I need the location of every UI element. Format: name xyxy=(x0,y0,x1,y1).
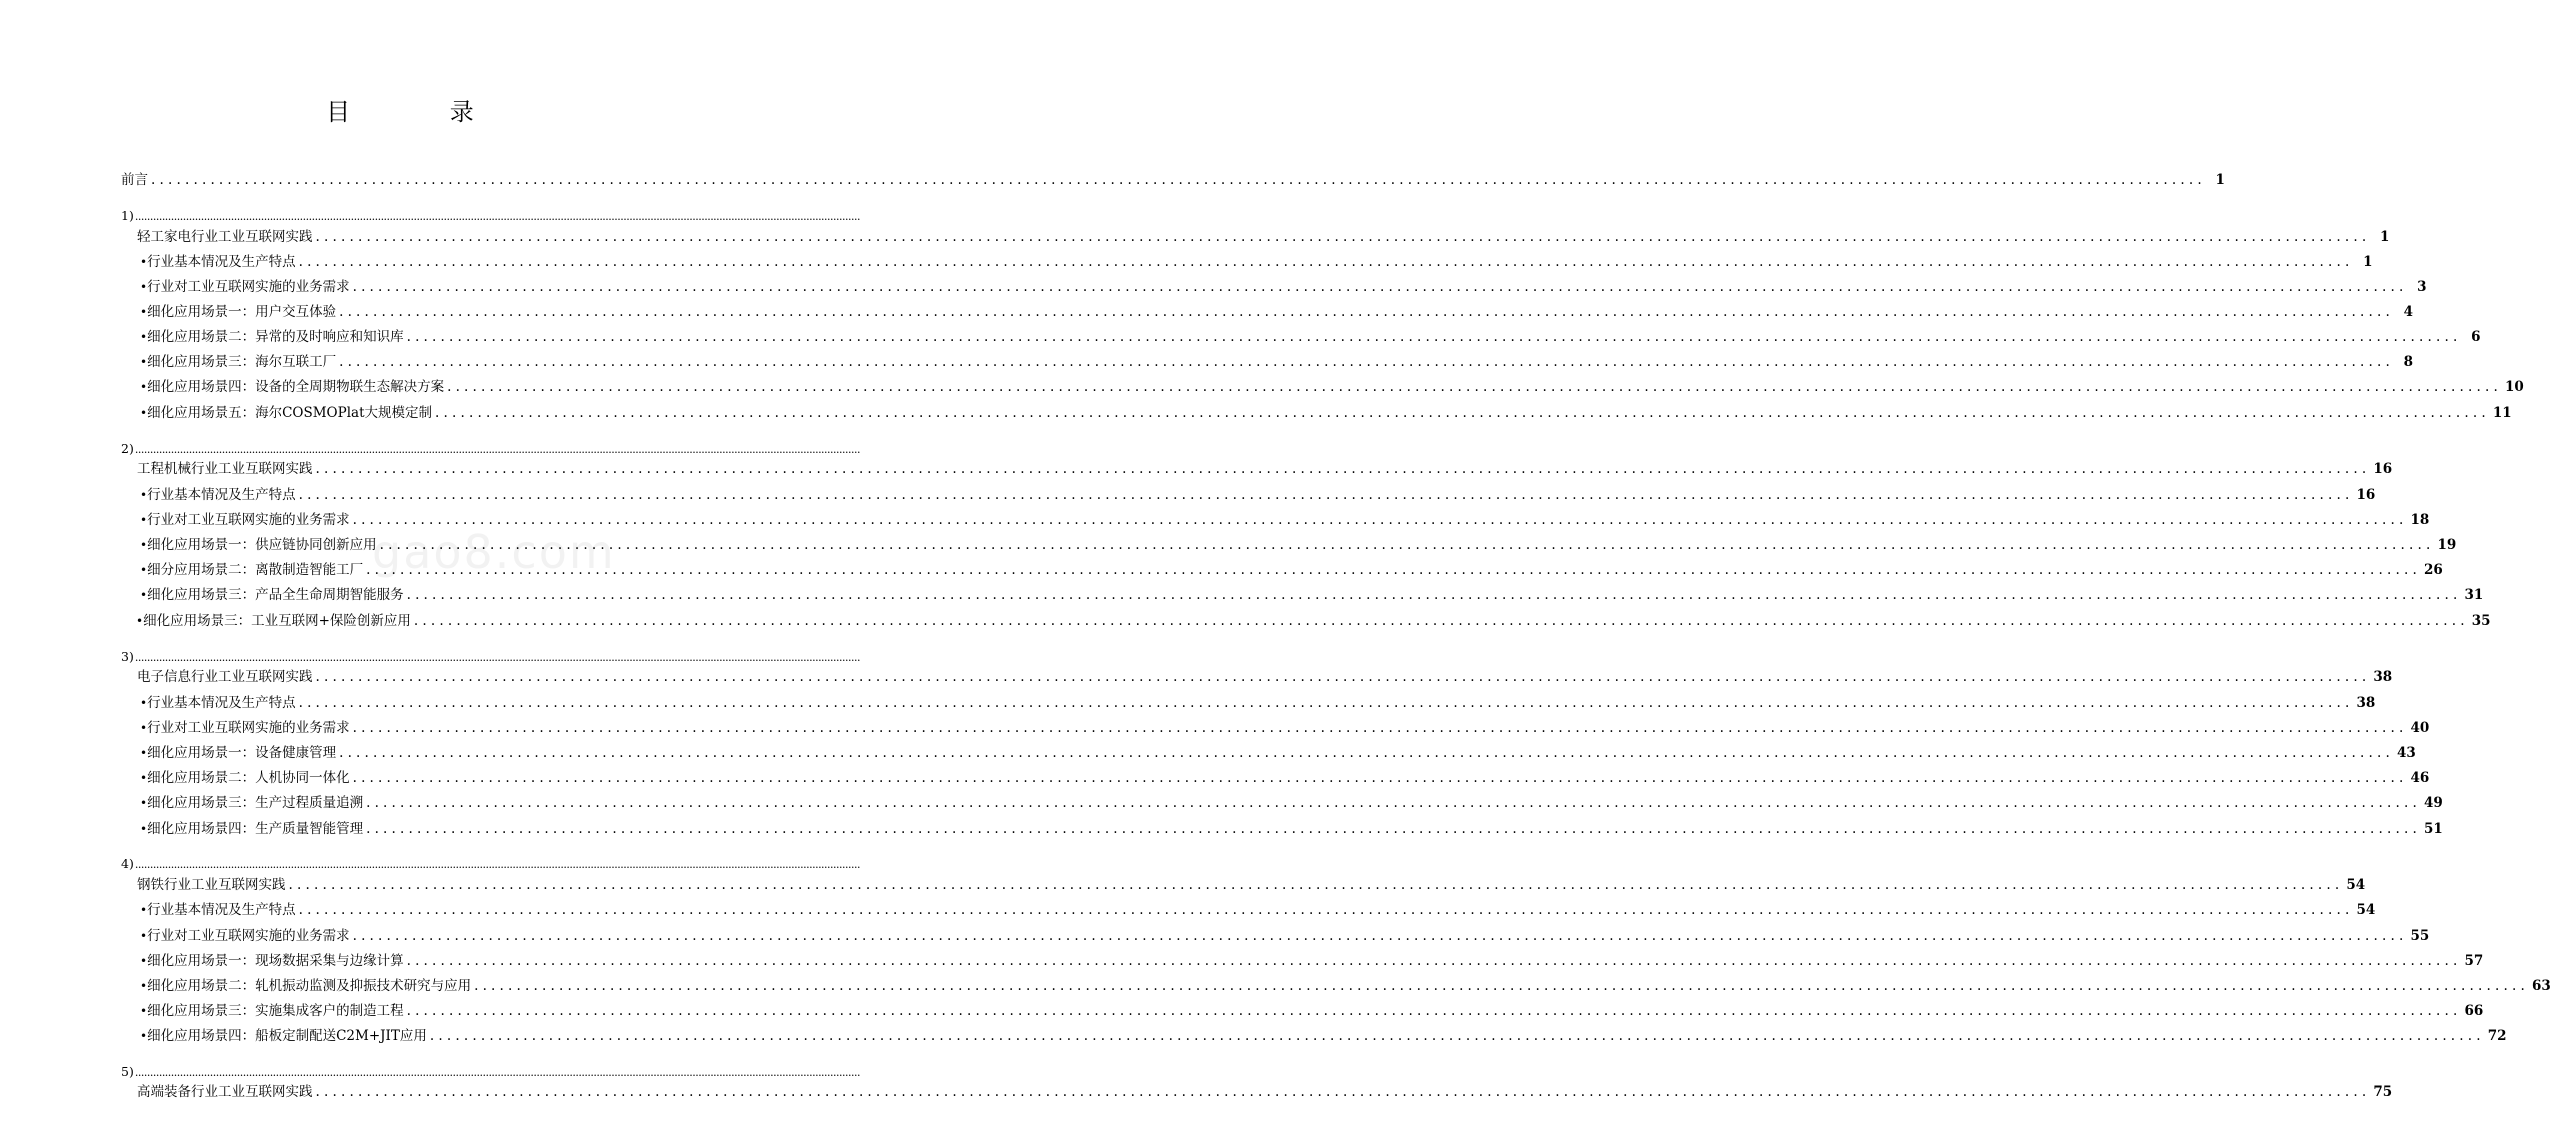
toc-entry-label: 钢铁行业工业互联网实践 xyxy=(137,877,286,893)
toc-entry-page: 43 xyxy=(2396,745,2416,761)
toc-entry-item[interactable] xyxy=(136,611,2491,631)
toc-entry-page: 26 xyxy=(2423,562,2443,578)
toc-entry-page: 1 xyxy=(2363,254,2373,270)
dot-leader: .................................................................................................................................................................................................................................................. xyxy=(315,461,2371,477)
toc-entry-label: 细化应用场景四：设备的全周期物联生态解决方案 xyxy=(147,379,445,395)
toc-entry-item[interactable] xyxy=(140,535,2457,555)
bullet-icon: • xyxy=(140,380,148,394)
toc-entry-page: 51 xyxy=(2423,821,2443,837)
bullet-icon: • xyxy=(140,406,148,420)
section-number-row xyxy=(121,649,861,665)
toc-entry-page: 35 xyxy=(2471,613,2491,629)
bullet-icon: • xyxy=(140,588,148,602)
toc-entry-page: 54 xyxy=(2356,902,2376,918)
toc-entry-item[interactable] xyxy=(140,560,2443,580)
dot-leader: .................................................................................................................................................................................................................................................. xyxy=(366,562,2421,578)
toc-entry-label: 电子信息行业工业互联网实践 xyxy=(137,669,313,685)
toc-entry-page: 31 xyxy=(2464,587,2484,603)
toc-entry-item[interactable] xyxy=(140,302,2413,322)
bullet-icon: • xyxy=(136,614,144,628)
toc-entry-preface[interactable] xyxy=(121,170,2225,190)
toc-entry-label: 细化应用场景三：海尔互联工厂 xyxy=(147,354,337,370)
section-number: 5) xyxy=(121,1064,134,1079)
toc-entry-item[interactable] xyxy=(140,277,2427,297)
bullet-icon: • xyxy=(140,1004,148,1018)
toc-entry-item[interactable] xyxy=(140,377,2524,397)
toc-entry-page: 1 xyxy=(2379,229,2390,245)
toc-entry-label: 行业基本情况及生产特点 xyxy=(147,902,296,918)
bullet-icon: • xyxy=(140,330,148,344)
dot-leader: .................................................................................................................................................................................................................................................. xyxy=(429,1028,2485,1044)
toc-entry-page: 6 xyxy=(2471,329,2481,345)
section-dot-leader: .................................................................................................................................................................................................................................................. xyxy=(134,858,861,871)
section-number-row xyxy=(121,856,861,872)
toc-entry-item[interactable] xyxy=(140,485,2376,505)
toc-entry-page: 46 xyxy=(2410,770,2430,786)
page-title: 目 录 xyxy=(326,98,520,126)
section-dot-leader: .................................................................................................................................................................................................................................................. xyxy=(134,210,861,223)
watermark: gao8.com xyxy=(372,525,616,579)
toc-entry-label: 细化应用场景四：生产质量智能管理 xyxy=(147,821,364,837)
toc-entry-label: 细化应用场景三：产品全生命周期智能服务 xyxy=(147,587,404,603)
dot-leader: .................................................................................................................................................................................................................................................. xyxy=(315,229,2371,245)
toc-entry-label: 行业对工业互联网实施的业务需求 xyxy=(147,928,350,944)
toc-entry-section-title[interactable] xyxy=(137,227,2390,247)
dot-leader: .................................................................................................................................................................................................................................................. xyxy=(366,795,2421,811)
toc-entry-label: 工程机械行业工业互联网实践 xyxy=(137,461,313,477)
toc-entry-page: 54 xyxy=(2346,877,2366,893)
dot-leader: .................................................................................................................................................................................................................................................. xyxy=(447,379,2502,395)
toc-entry-page: 3 xyxy=(2417,279,2427,295)
toc-entry-page: 16 xyxy=(2356,487,2376,503)
toc-entry-label: 行业基本情况及生产特点 xyxy=(147,487,296,503)
dot-leader: .................................................................................................................................................................................................................................................. xyxy=(352,928,2408,944)
toc-entry-item[interactable] xyxy=(140,951,2484,971)
toc-entry-item[interactable] xyxy=(140,793,2443,813)
toc-entry-item[interactable] xyxy=(140,819,2443,839)
bullet-icon: • xyxy=(140,746,148,760)
section-dot-leader: .................................................................................................................................................................................................................................................. xyxy=(134,443,861,456)
bullet-icon: • xyxy=(140,771,148,785)
toc-entry-item[interactable] xyxy=(140,510,2430,530)
section-dot-leader: .................................................................................................................................................................................................................................................. xyxy=(134,1066,861,1079)
dot-leader: .................................................................................................................................................................................................................................................. xyxy=(298,695,2354,711)
toc-entry-page: 16 xyxy=(2373,461,2393,477)
section-dot-leader: .................................................................................................................................................................................................................................................. xyxy=(134,651,861,664)
bullet-icon: • xyxy=(140,903,148,917)
toc-entry-page: 75 xyxy=(2373,1084,2393,1100)
toc-entry-label: 行业基本情况及生产特点 xyxy=(147,695,296,711)
dot-leader: .................................................................................................................................................................................................................................................. xyxy=(379,537,2435,553)
section-number-row xyxy=(121,1064,861,1080)
toc-entry-label: 细化应用场景一：现场数据采集与边缘计算 xyxy=(147,953,404,969)
dot-leader: .................................................................................................................................................................................................................................................. xyxy=(352,279,2408,295)
toc-entry-label: 细化应用场景一：用户交互体验 xyxy=(147,304,337,320)
toc-entry-item[interactable] xyxy=(140,926,2430,946)
toc-entry-section-title[interactable] xyxy=(137,1082,2393,1102)
toc-entry-page: 38 xyxy=(2356,695,2376,711)
toc-entry-item[interactable] xyxy=(140,768,2430,788)
toc-entry-page: 57 xyxy=(2464,953,2484,969)
toc-entry-label: 细化应用场景三：生产过程质量追溯 xyxy=(147,795,364,811)
toc-entry-item[interactable] xyxy=(140,1001,2484,1021)
dot-leader: .................................................................................................................................................................................................................................................. xyxy=(339,354,2394,370)
toc-entry-label: 行业对工业互联网实施的业务需求 xyxy=(147,512,350,528)
toc-entry-label: 细化应用场景一：供应链协同创新应用 xyxy=(147,537,377,553)
bullet-icon: • xyxy=(140,280,148,294)
toc-entry-section-title[interactable] xyxy=(137,667,2393,687)
toc-entry-section-title[interactable] xyxy=(137,459,2393,479)
toc-entry-page: 38 xyxy=(2373,669,2393,685)
toc-entry-label: 细化应用场景三：工业互联网+保险创新应用 xyxy=(143,613,411,629)
toc-entry-label: 细化应用场景二：轧机振动监测及抑振技术研究与应用 xyxy=(147,978,472,994)
bullet-icon: • xyxy=(140,1029,148,1043)
toc-entry-page: 40 xyxy=(2410,720,2430,736)
dot-leader: .................................................................................................................................................................................................................................................. xyxy=(406,587,2462,603)
bullet-icon: • xyxy=(140,355,148,369)
toc-entry-label: 细化应用场景二：人机协同一体化 xyxy=(147,770,350,786)
dot-leader: .................................................................................................................................................................................................................................................. xyxy=(406,953,2462,969)
toc-entry-item[interactable] xyxy=(140,252,2373,272)
bullet-icon: • xyxy=(140,513,148,527)
toc-entry-page: 55 xyxy=(2410,928,2430,944)
toc-entry-page: 49 xyxy=(2423,795,2443,811)
dot-leader: .................................................................................................................................................................................................................................................. xyxy=(352,512,2408,528)
toc-entry-label: 前言 xyxy=(121,172,148,188)
toc-entry-label: 轻工家电行业工业互联网实践 xyxy=(137,229,313,245)
toc-entry-item[interactable] xyxy=(140,352,2413,372)
toc-entry-label: 细分应用场景二：离散制造智能工厂 xyxy=(147,562,364,578)
dot-leader: .................................................................................................................................................................................................................................................. xyxy=(435,405,2490,421)
toc-entry-item[interactable] xyxy=(140,718,2430,738)
dot-leader: .................................................................................................................................................................................................................................................. xyxy=(298,487,2354,503)
toc-entry-page: 18 xyxy=(2410,512,2430,528)
dot-leader: .................................................................................................................................................................................................................................................. xyxy=(352,720,2408,736)
section-number-row xyxy=(121,208,861,224)
toc-entry-page: 66 xyxy=(2464,1003,2484,1019)
dot-leader: .................................................................................................................................................................................................................................................. xyxy=(339,304,2394,320)
section-number: 3) xyxy=(121,649,134,664)
toc-entry-label: 细化应用场景二：异常的及时响应和知识库 xyxy=(147,329,404,345)
bullet-icon: • xyxy=(140,305,148,319)
dot-leader: .................................................................................................................................................................................................................................................. xyxy=(339,745,2394,761)
bullet-icon: • xyxy=(140,696,148,710)
toc-entry-item[interactable] xyxy=(140,327,2481,347)
section-number: 1) xyxy=(121,208,134,223)
toc-entry-label: 细化应用场景三：实施集成客户的制造工程 xyxy=(147,1003,404,1019)
section-number: 4) xyxy=(121,856,134,871)
bullet-icon: • xyxy=(140,822,148,836)
dot-leader: .................................................................................................................................................................................................................................................. xyxy=(298,254,2354,270)
toc-entry-section-title[interactable] xyxy=(137,875,2366,895)
bullet-icon: • xyxy=(140,721,148,735)
dot-leader: .................................................................................................................................................................................................................................................. xyxy=(288,877,2344,893)
toc-entry-page: 1 xyxy=(2215,172,2225,188)
dot-leader: .................................................................................................................................................................................................................................................. xyxy=(298,902,2354,918)
toc-entry-label: 细化应用场景五：海尔COSMOPlat大规模定制 xyxy=(147,405,432,421)
toc-entry-label: 细化应用场景四：船板定制配送C2M+JIT应用 xyxy=(147,1028,427,1044)
bullet-icon: • xyxy=(140,929,148,943)
toc-entry-page: 63 xyxy=(2531,978,2551,994)
toc-entry-item[interactable] xyxy=(140,900,2376,920)
toc-entry-page: 4 xyxy=(2403,304,2413,320)
toc-entry-label: 行业对工业互联网实施的业务需求 xyxy=(147,720,350,736)
bullet-icon: • xyxy=(140,954,148,968)
toc-entry-page: 11 xyxy=(2492,405,2512,421)
toc-entry-label: 高端装备行业工业互联网实践 xyxy=(137,1084,313,1100)
toc-entry-label: 行业基本情况及生产特点 xyxy=(147,254,296,270)
toc-entry-page: 72 xyxy=(2487,1028,2507,1044)
dot-leader: .................................................................................................................................................................................................................................................. xyxy=(315,1084,2371,1100)
section-number: 2) xyxy=(121,441,134,456)
bullet-icon: • xyxy=(140,796,148,810)
bullet-icon: • xyxy=(140,563,148,577)
bullet-icon: • xyxy=(140,255,148,269)
section-number-row xyxy=(121,441,861,457)
toc-entry-item[interactable] xyxy=(140,693,2376,713)
toc-entry-item[interactable] xyxy=(140,743,2416,763)
bullet-icon: • xyxy=(140,488,148,502)
toc-entry-page: 10 xyxy=(2504,379,2524,395)
dot-leader: .................................................................................................................................................................................................................................................. xyxy=(474,978,2529,994)
dot-leader: .................................................................................................................................................................................................................................................. xyxy=(406,1003,2462,1019)
toc-entry-item[interactable] xyxy=(140,976,2551,996)
bullet-icon: • xyxy=(140,979,148,993)
toc-entry-item[interactable] xyxy=(140,1026,2507,1046)
toc-entry-item[interactable] xyxy=(140,403,2512,423)
toc-entry-item[interactable] xyxy=(140,585,2484,605)
toc-entry-label: 细化应用场景一：设备健康管理 xyxy=(147,745,337,761)
dot-leader: .................................................................................................................................................................................................................................................. xyxy=(352,770,2408,786)
dot-leader: .................................................................................................................................................................................................................................................. xyxy=(413,613,2469,629)
toc-entry-page: 8 xyxy=(2403,354,2413,370)
dot-leader: .................................................................................................................................................................................................................................................. xyxy=(151,172,2206,188)
dot-leader: .................................................................................................................................................................................................................................................. xyxy=(315,669,2371,685)
toc-entry-label: 行业对工业互联网实施的业务需求 xyxy=(147,279,350,295)
bullet-icon: • xyxy=(140,538,148,552)
toc-entry-page: 19 xyxy=(2437,537,2457,553)
dot-leader: .................................................................................................................................................................................................................................................. xyxy=(366,821,2421,837)
dot-leader: .................................................................................................................................................................................................................................................. xyxy=(406,329,2462,345)
